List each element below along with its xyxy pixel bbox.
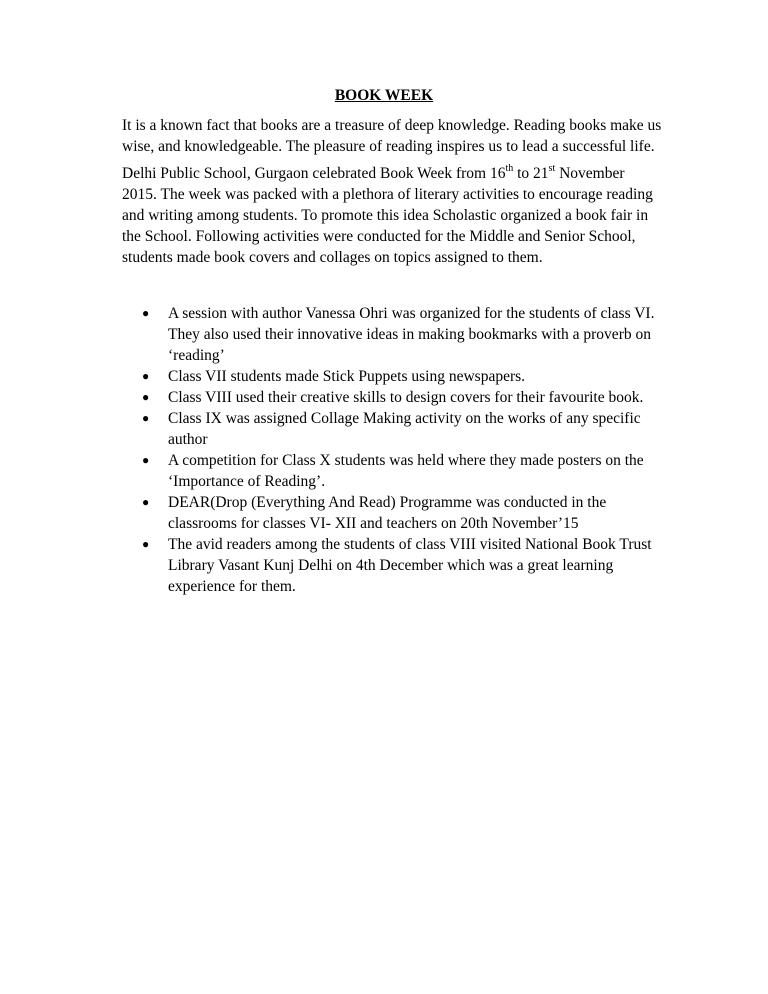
event-text-part3: November 2015. The week was packed with a plethora of literary activities to encourage reading and writing among students. To promote this idea Scholastic organized a book fair in the School. Following activities were conducted for the Middle and Senior School, students made book covers and collages on topics assigned to them. bbox=[122, 165, 653, 266]
bullet-icon: ● bbox=[142, 390, 150, 404]
list-item bbox=[140, 387, 670, 408]
bullet-icon: ● bbox=[142, 369, 150, 383]
list-item bbox=[140, 408, 670, 450]
ordinal-suffix-start: th bbox=[505, 162, 514, 174]
list-item bbox=[140, 303, 670, 366]
bullet-icon: ● bbox=[142, 537, 150, 551]
list-item-text: Class IX was assigned Collage Making activity on the works of any specific author bbox=[168, 410, 641, 448]
page-title: BOOK WEEK bbox=[334, 87, 434, 104]
list-item bbox=[140, 534, 670, 597]
list-item bbox=[140, 366, 670, 387]
event-text-part1: Delhi Public School, Gurgaon celebrated Book Week from 16 bbox=[122, 165, 506, 182]
list-item-text: DEAR(Drop (Everything And Read) Programme was conducted in the classrooms for classes VI- XII and teachers on 20th November’15 bbox=[168, 494, 607, 532]
bullet-icon: ● bbox=[142, 411, 150, 425]
activities-list bbox=[140, 303, 670, 597]
event-text-part2: to 21 bbox=[513, 165, 549, 182]
bullet-icon: ● bbox=[142, 453, 150, 467]
bullet-icon: ● bbox=[142, 306, 150, 320]
list-item bbox=[140, 450, 670, 492]
list-item-text: The avid readers among the students of class VIII visited National Book Trust Library Vasant Kunj Delhi on 4th December which was a great learning experience for them. bbox=[168, 536, 652, 595]
intro-paragraph: It is a known fact that books are a treasure of deep knowledge. Reading books make us wise, and knowledgeable. The pleasure of reading inspires us to lead a successful life. bbox=[122, 117, 662, 155]
list-item-text: A competition for Class X students was held where they made posters on the ‘Importance of Reading’. bbox=[168, 452, 644, 490]
list-item-text: Class VII students made Stick Puppets using newspapers. bbox=[168, 368, 526, 385]
list-item-text: Class VIII used their creative skills to design covers for their favourite book. bbox=[168, 389, 644, 406]
event-paragraph bbox=[122, 163, 662, 268]
bullet-icon: ● bbox=[142, 495, 150, 509]
list-item bbox=[140, 492, 670, 534]
ordinal-suffix-end: st bbox=[548, 162, 556, 174]
list-item-text: A session with author Vanessa Ohri was organized for the students of class VI. They also used their innovative ideas in making bookmarks with a proverb on ‘reading’ bbox=[168, 305, 655, 364]
